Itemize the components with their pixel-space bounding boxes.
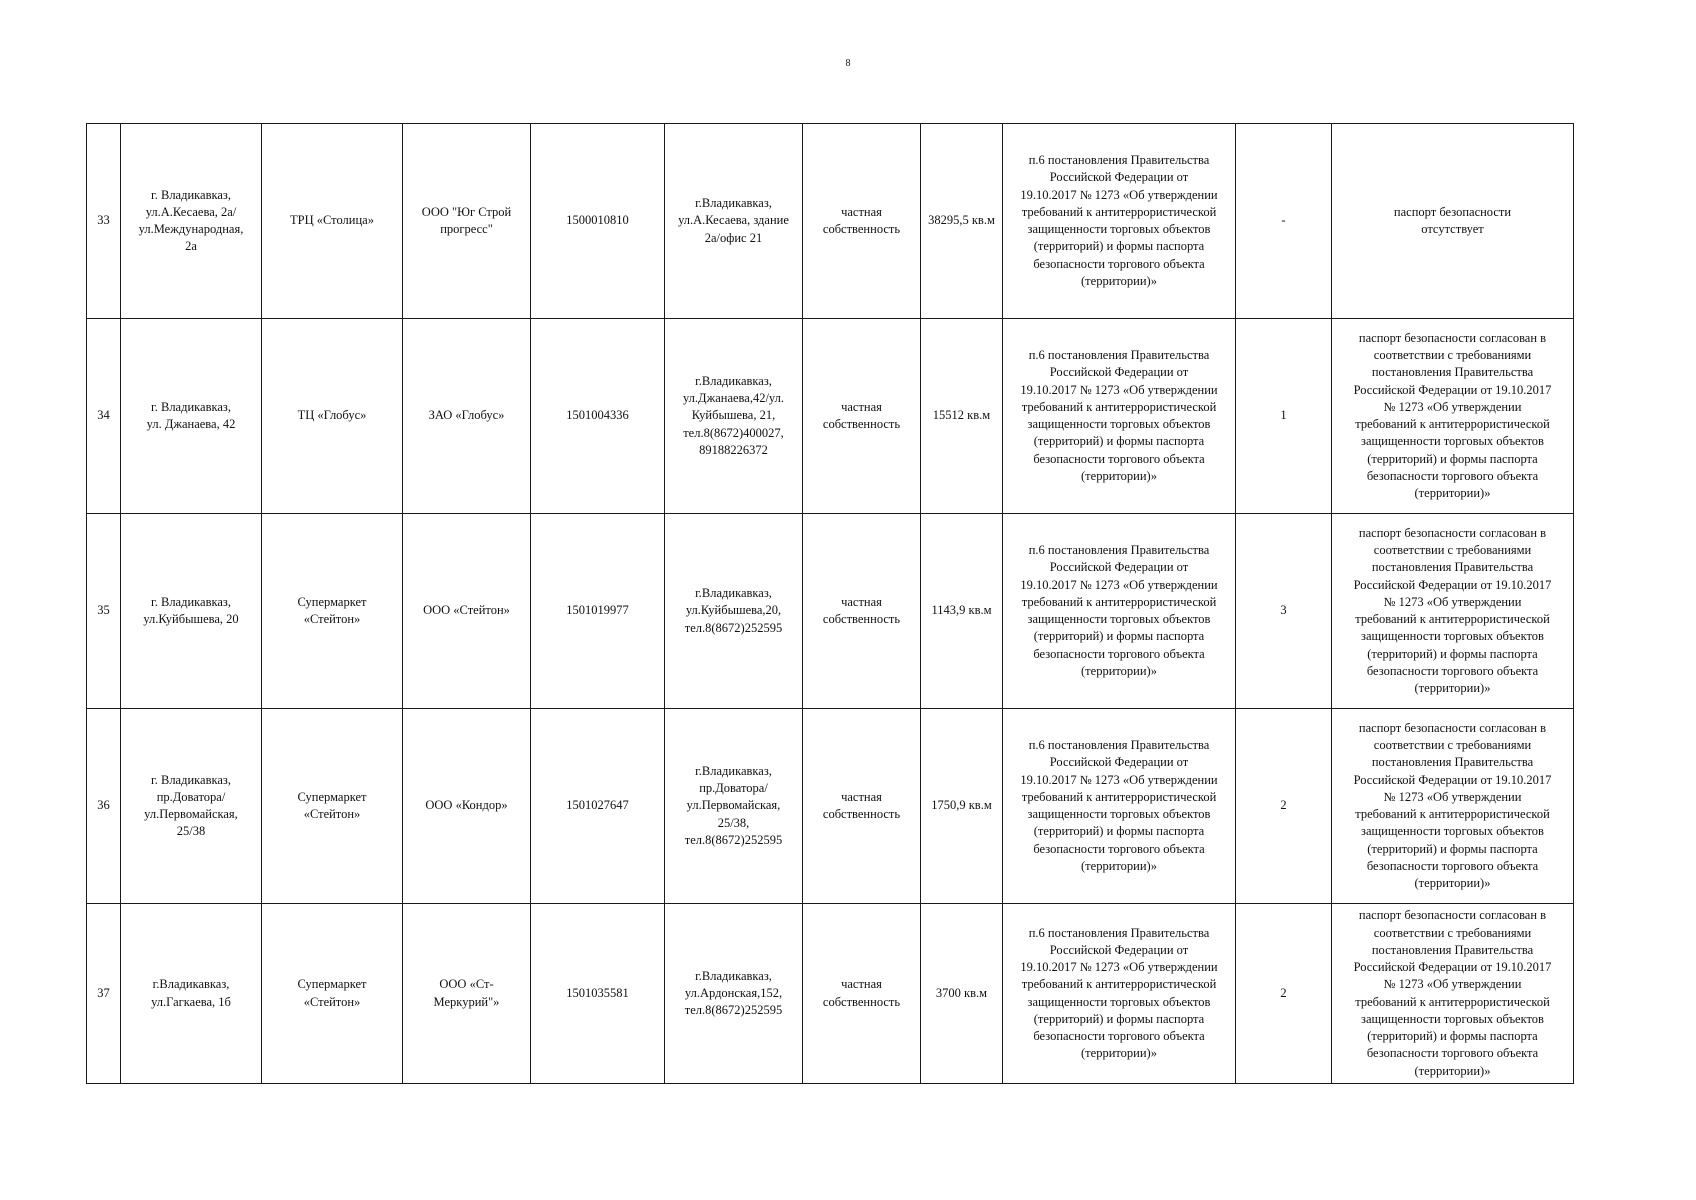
owner-name: ООО «Стейтон» <box>403 514 531 709</box>
owner-inn: 1501027647 <box>531 709 665 904</box>
row-number: 35 <box>87 514 121 709</box>
table-row <box>87 319 1574 514</box>
passport-status: паспорт безопасности согласован в соответствии с требованиями постановления Правительства Российской Федерации от 19.10.2017 № 1273 «Об утверждении требований к антитеррористической защищенности торговых объектов (территорий) и формы паспорта безопасности торгового объекта (территории)» <box>1332 709 1574 904</box>
passport-status: паспорт безопасности отсутствует <box>1332 124 1574 319</box>
owner-inn: 1501019977 <box>531 514 665 709</box>
object-location: г. Владикавказ, пр.Доватора/ ул.Первомайская, 25/38 <box>121 709 262 904</box>
passport-status: паспорт безопасности согласован в соответствии с требованиями постановления Правительства Российской Федерации от 19.10.2017 № 1273 «Об утверждении требований к антитеррористической защищенности торговых объектов (территорий) и формы паспорта безопасности торгового объекта (территории)» <box>1332 904 1574 1084</box>
row-number: 34 <box>87 319 121 514</box>
page-number: 8 <box>845 58 851 69</box>
object-location: г. Владикавказ, ул.Куйбышева, 20 <box>121 514 262 709</box>
object-area: 15512 кв.м <box>921 319 1003 514</box>
owner-address: г.Владикавказ, ул.Джанаева,42/ул. Куйбышева, 21, тел.8(8672)400027, 89188226372 <box>665 319 803 514</box>
ownership-form: частная собственность <box>803 319 921 514</box>
object-name: ТРЦ «Столица» <box>262 124 403 319</box>
category: - <box>1236 124 1332 319</box>
row-number: 37 <box>87 904 121 1084</box>
owner-inn: 1500010810 <box>531 124 665 319</box>
object-area: 1750,9 кв.м <box>921 709 1003 904</box>
category: 2 <box>1236 709 1332 904</box>
table-row <box>87 904 1574 1084</box>
owner-name: ООО «Ст- Меркурий"» <box>403 904 531 1084</box>
object-area: 38295,5 кв.м <box>921 124 1003 319</box>
table-row <box>87 709 1574 904</box>
legal-basis: п.6 постановления Правительства Российской Федерации от 19.10.2017 № 1273 «Об утверждении требований к антитеррористической защищенности торговых объектов (территорий) и формы паспорта безопасности торгового объекта (территории)» <box>1003 319 1236 514</box>
object-name: ТЦ «Глобус» <box>262 319 403 514</box>
object-area: 3700 кв.м <box>921 904 1003 1084</box>
object-name: Супермаркет «Стейтон» <box>262 904 403 1084</box>
object-name: Супермаркет «Стейтон» <box>262 514 403 709</box>
legal-basis: п.6 постановления Правительства Российской Федерации от 19.10.2017 № 1273 «Об утверждении требований к антитеррористической защищенности торговых объектов (территорий) и формы паспорта безопасности торгового объекта (территории)» <box>1003 709 1236 904</box>
object-area: 1143,9 кв.м <box>921 514 1003 709</box>
object-location: г. Владикавказ, ул. Джанаева, 42 <box>121 319 262 514</box>
passport-status: паспорт безопасности согласован в соответствии с требованиями постановления Правительства Российской Федерации от 19.10.2017 № 1273 «Об утверждении требований к антитеррористической защищенности торговых объектов (территорий) и формы паспорта безопасности торгового объекта (территории)» <box>1332 319 1574 514</box>
owner-address: г.Владикавказ, ул.А.Кесаева, здание 2а/офис 21 <box>665 124 803 319</box>
ownership-form: частная собственность <box>803 514 921 709</box>
category: 3 <box>1236 514 1332 709</box>
row-number: 33 <box>87 124 121 319</box>
owner-name: ООО «Кондор» <box>403 709 531 904</box>
row-number: 36 <box>87 709 121 904</box>
owner-name: ООО "Юг Строй прогресс" <box>403 124 531 319</box>
owner-name: ЗАО «Глобус» <box>403 319 531 514</box>
table-row <box>87 124 1574 319</box>
table-row <box>87 514 1574 709</box>
legal-basis: п.6 постановления Правительства Российской Федерации от 19.10.2017 № 1273 «Об утверждении требований к антитеррористической защищенности торговых объектов (территорий) и формы паспорта безопасности торгового объекта (территории)» <box>1003 904 1236 1084</box>
objects-registry-table <box>86 123 1574 1084</box>
owner-address: г.Владикавказ, пр.Доватора/ ул.Первомайская, 25/38, тел.8(8672)252595 <box>665 709 803 904</box>
owner-address: г.Владикавказ, ул.Куйбышева,20, тел.8(8672)252595 <box>665 514 803 709</box>
passport-status: паспорт безопасности согласован в соответствии с требованиями постановления Правительства Российской Федерации от 19.10.2017 № 1273 «Об утверждении требований к антитеррористической защищенности торговых объектов (территорий) и формы паспорта безопасности торгового объекта (территории)» <box>1332 514 1574 709</box>
owner-inn: 1501035581 <box>531 904 665 1084</box>
object-location: г.Владикавказ, ул.Гагкаева, 1б <box>121 904 262 1084</box>
object-name: Супермаркет «Стейтон» <box>262 709 403 904</box>
ownership-form: частная собственность <box>803 709 921 904</box>
ownership-form: частная собственность <box>803 124 921 319</box>
legal-basis: п.6 постановления Правительства Российской Федерации от 19.10.2017 № 1273 «Об утверждении требований к антитеррористической защищенности торговых объектов (территорий) и формы паспорта безопасности торгового объекта (территории)» <box>1003 514 1236 709</box>
category: 1 <box>1236 319 1332 514</box>
owner-address: г.Владикавказ, ул.Ардонская,152, тел.8(8672)252595 <box>665 904 803 1084</box>
owner-inn: 1501004336 <box>531 319 665 514</box>
legal-basis: п.6 постановления Правительства Российской Федерации от 19.10.2017 № 1273 «Об утверждении требований к антитеррористической защищенности торговых объектов (территорий) и формы паспорта безопасности торгового объекта (территории)» <box>1003 124 1236 319</box>
ownership-form: частная собственность <box>803 904 921 1084</box>
object-location: г. Владикавказ, ул.А.Кесаева, 2а/ ул.Международная, 2а <box>121 124 262 319</box>
category: 2 <box>1236 904 1332 1084</box>
